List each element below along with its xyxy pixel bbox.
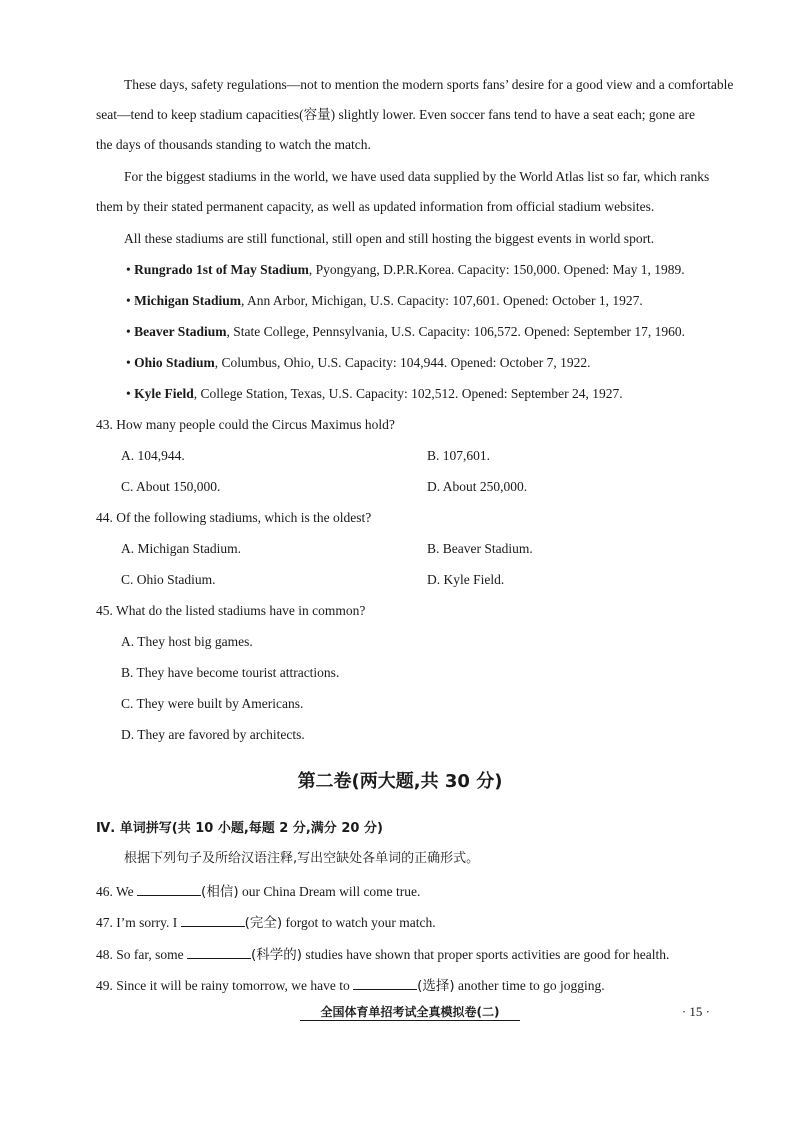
fill-item-hint: (科学的) [250,947,302,963]
question-43-option-a[interactable]: A. 104,944. [121,448,185,463]
stadium-item [126,323,685,341]
part-heading: Ⅳ. 单词拼写(共 10 小题,每题 2 分,满分 20 分) [96,821,383,836]
fill-item-text-before: 46. We [96,884,138,899]
question-45-option-c[interactable]: C. They were built by Americans. [121,696,304,711]
stadium-details: , Pyongyang, D.P.R.Korea. Capacity: 150,000. Opened: May 1, 1989. [308,262,685,277]
stadium-item [126,385,623,403]
stadium-item [126,354,590,372]
stadium-details: , Ann Arbor, Michigan, U.S. Capacity: 107,601. Opened: October 1, 1927. [241,293,643,308]
fill-item-text-after: our China Dream will come true. [238,884,421,899]
fill-item-text-after: studies have shown that proper sports activities are good for health. [302,947,670,962]
fill-item-48 [96,946,669,964]
passage-p1-line-1: These days, safety regulations—not to mention the modern sports fans’ desire for a good view and a comfortable [124,77,734,92]
fill-item-hint: (相信) [201,884,239,900]
stadium-item [126,261,685,279]
question-44-option-b[interactable]: B. Beaver Stadium. [427,541,533,556]
passage-p1-line-3: the days of thousands standing to watch the match. [96,137,371,152]
passage-p3: All these stadiums are still functional, still open and still hosting the biggest events in world sport. [124,231,655,246]
fill-item-text-before: 48. So far, some [96,947,187,962]
section-title: 第二卷(两大题,共 30 分) [297,771,503,792]
question-43-option-d[interactable]: D. About 250,000. [427,479,528,494]
fill-item-text-before: 47. I’m sorry. I [96,915,181,930]
fill-item-hint: (完全) [244,915,283,931]
bullet-mark: • [126,355,135,370]
question-44-stem: 44. Of the following stadiums, which is the oldest? [96,510,372,525]
question-44-option-d[interactable]: D. Kyle Field. [427,572,505,587]
page-number: · 15 · [681,1004,710,1019]
answer-blank[interactable] [353,977,417,990]
stadium-details: , State College, Pennsylvania, U.S. Capacity: 106,572. Opened: September 17, 1960. [226,324,686,339]
fill-item-text-after: forgot to watch your match. [282,915,436,930]
question-45-option-b[interactable]: B. They have become tourist attractions. [121,665,340,680]
part-instruction: 根据下列句子及所给汉语注释,写出空缺处各单词的正确形式。 [124,851,480,866]
fill-item-46 [96,883,420,901]
bullet-mark: • [126,324,135,339]
footer-title: 全国体育单招考试全真模拟卷(二) [300,1004,520,1021]
answer-blank[interactable] [181,914,245,927]
question-44-option-c[interactable]: C. Ohio Stadium. [121,572,216,587]
question-43-stem: 43. How many people could the Circus Maximus hold? [96,417,395,432]
passage-p2-line-2: them by their stated permanent capacity, as well as updated information from official stadium websites. [96,199,655,214]
question-44-option-a[interactable]: A. Michigan Stadium. [121,541,241,556]
stadium-name: Kyle Field [134,386,194,401]
stadium-name: Michigan Stadium [134,293,242,308]
stadium-name: Rungrado 1st of May Stadium [134,262,309,277]
question-43-option-b[interactable]: B. 107,601. [427,448,491,463]
stadium-name: Beaver Stadium [134,324,227,339]
bullet-mark: • [126,386,135,401]
stadium-details: , College Station, Texas, U.S. Capacity: 102,512. Opened: September 24, 1927. [193,386,623,401]
fill-item-hint: (选择) [417,978,455,994]
answer-blank[interactable] [137,883,201,896]
fill-item-49 [96,977,605,995]
stadium-name: Ohio Stadium [134,355,215,370]
answer-blank[interactable] [187,946,251,959]
bullet-mark: • [126,262,135,277]
bullet-mark: • [126,293,135,308]
question-45-option-d[interactable]: D. They are favored by architects. [121,727,305,742]
fill-item-47 [96,914,436,932]
question-45-stem: 45. What do the listed stadiums have in common? [96,603,366,618]
question-45-option-a[interactable]: A. They host big games. [121,634,253,649]
passage-p2-line-1: For the biggest stadiums in the world, we have used data supplied by the World Atlas list so far, which ranks [124,169,710,184]
fill-item-text-before: 49. Since it will be rainy tomorrow, we have to [96,978,354,993]
question-43-option-c[interactable]: C. About 150,000. [121,479,221,494]
stadium-details: , Columbus, Ohio, U.S. Capacity: 104,944. Opened: October 7, 1922. [214,355,591,370]
passage-p1-line-2: seat—tend to keep stadium capacities(容量) slightly lower. Even soccer fans tend to have a seat each; gone are [96,107,696,122]
fill-item-text-after: another time to go jogging. [454,978,605,993]
stadium-item [126,292,643,310]
